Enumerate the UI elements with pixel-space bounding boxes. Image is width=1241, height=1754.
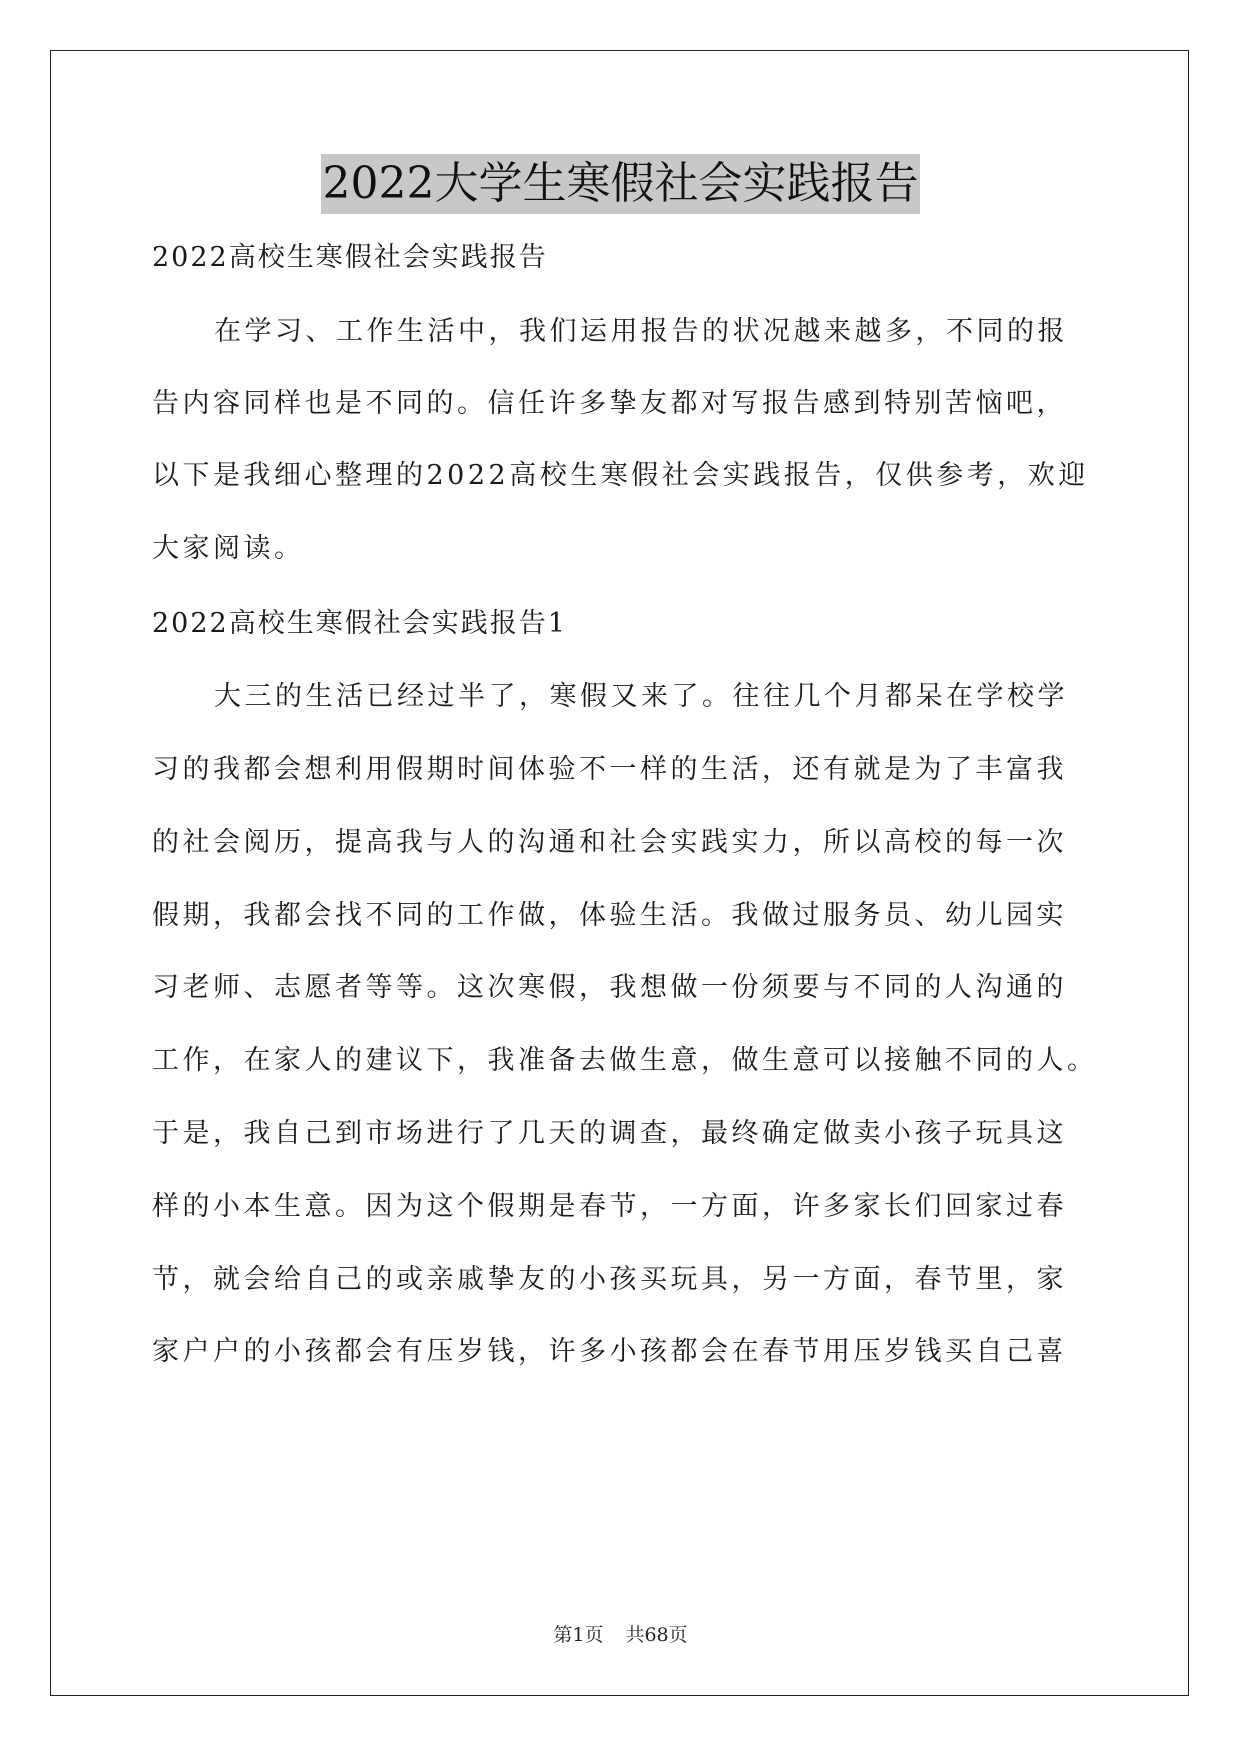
body-line: 假期，我都会找不同的工作做，体验生活。我做过服务员、幼儿园实: [152, 900, 1067, 931]
title-block: [0, 154, 1241, 214]
body-line: 于是，我自己到市场进行了几天的调查，最终确定做卖小孩子玩具这: [152, 1118, 1067, 1149]
page-border: [50, 50, 1189, 1696]
section-heading: 2022高校生寒假社会实践报告1: [152, 608, 567, 639]
intro-line: 在学习、工作生活中，我们运用报告的状况越来越多，不同的报: [214, 316, 1068, 347]
intro-line: 大家阅读。: [152, 533, 305, 564]
intro-line: 告内容同样也是不同的。信任许多挚友都对写报告感到特别苦恼吧，: [152, 388, 1067, 419]
document-title: 2022大学生寒假社会实践报告: [321, 154, 921, 214]
body-line: 习老师、志愿者等等。这次寒假，我想做一份须要与不同的人沟通的: [152, 972, 1067, 1003]
page-footer: [0, 1622, 1241, 1648]
page-total: 共68页: [625, 1624, 688, 1646]
body-line: 大三的生活已经过半了，寒假又来了。往往几个月都呆在学校学: [214, 681, 1068, 712]
body-line: 工作，在家人的建议下，我准备去做生意，做生意可以接触不同的人。: [152, 1045, 1098, 1076]
body-line: 家户户的小孩都会有压岁钱，许多小孩都会在春节用压岁钱买自己喜: [152, 1336, 1067, 1367]
body-line: 节，就会给自己的或亲戚挚友的小孩买玩具，另一方面，春节里，家: [152, 1264, 1067, 1295]
body-line: 习的我都会想利用假期时间体验不一样的生活，还有就是为了丰富我: [152, 754, 1067, 785]
page-number: 第1页: [553, 1624, 604, 1646]
intro-line: 以下是我细心整理的2022高校生寒假社会实践报告，仅供参考，欢迎: [152, 460, 1089, 491]
body-line: 的社会阅历，提高我与人的沟通和社会实践实力，所以高校的每一次: [152, 827, 1067, 858]
body-line: 样的小本生意。因为这个假期是春节，一方面，许多家长们回家过春: [152, 1191, 1067, 1222]
subtitle: 2022高校生寒假社会实践报告: [152, 242, 548, 273]
